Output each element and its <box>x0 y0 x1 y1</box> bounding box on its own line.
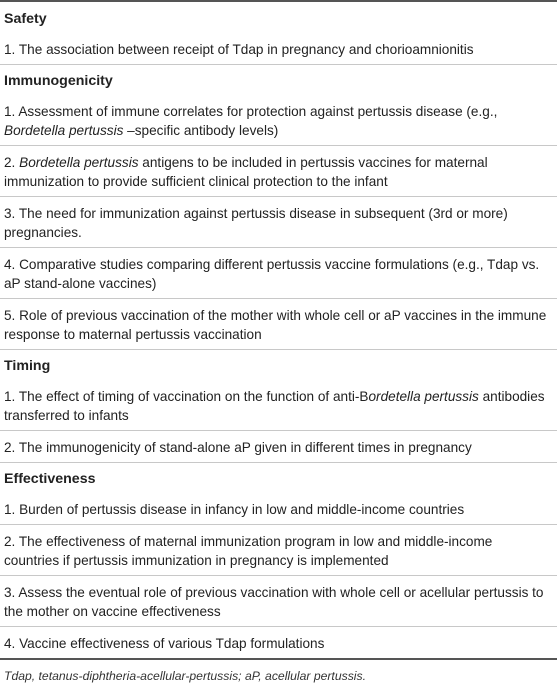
table-row: 2. The effectiveness of maternal immunization program in low and middle-income countries if pertussis immunization in pregnancy is implemented <box>0 524 557 575</box>
table-footnote: Tdap, tetanus-diphtheria-acellular-pertussis; aP, acellular pertussis. <box>4 669 366 683</box>
table-row: 1. The effect of timing of vaccination on the function of anti-Bordetella pertussis antibodies transferred to infants <box>4 389 545 423</box>
table-row: 2. Bordetella pertussis antigens to be included in pertussis vaccines for maternal immunization to provide sufficient clinical protection to the infant <box>0 145 557 196</box>
table-row: 4. Vaccine effectiveness of various Tdap formulations <box>0 626 557 658</box>
section-heading-effectiveness: Effectiveness <box>0 462 557 493</box>
table-row: 5. Role of previous vaccination of the mother with whole cell or aP vaccines in the immune response to maternal pertussis vaccination <box>0 298 557 349</box>
table-row: 3. The need for immunization against pertussis disease in subsequent (3rd or more) pregnancies. <box>0 196 557 247</box>
table-row: 2. The immunogenicity of stand-alone aP given in different times in pregnancy <box>0 430 557 462</box>
table-row: 3. Assess the eventual role of previous vaccination with whole cell or acellular pertussis to the mother on vaccine effectiveness <box>0 575 557 626</box>
table-row: 1. Assessment of immune correlates for protection against pertussis disease (e.g., Bordetella pertussis –specific antibody levels) <box>4 104 498 138</box>
table-row: 4. Comparative studies comparing different pertussis vaccine formulations (e.g., Tdap vs. aP stand-alone vaccines) <box>0 247 557 298</box>
table-row: 1. Burden of pertussis disease in infancy in low and middle-income countries <box>4 502 465 517</box>
section-heading-timing: Timing <box>0 349 557 380</box>
table-row: 1. The association between receipt of Tdap in pregnancy and chorioamnionitis <box>4 42 474 57</box>
section-heading-safety: Safety <box>4 11 47 27</box>
section-heading-immunogenicity: Immunogenicity <box>0 64 557 95</box>
